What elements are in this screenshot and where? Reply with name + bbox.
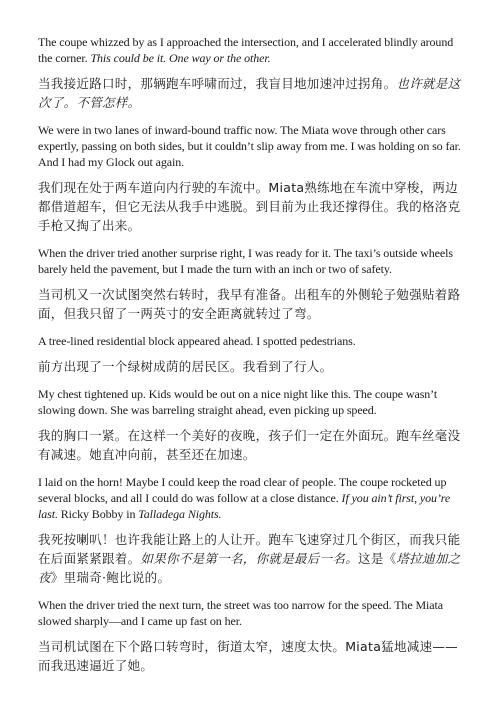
text-segment-italic: If you ain’t first, you’re last. [38,491,451,521]
paragraph-en-5 [38,386,468,418]
paragraph-zh-1 [38,74,468,112]
text-segment: 我死按喇叭！也许我能让路上的人让开。跑车飞速穿过几个街区，而我只能在后面紧紧跟着。 [38,532,461,566]
paragraph-zh-7 [38,637,468,675]
text-segment: A tree-lined residential block appeared ahead. I spotted pedestrians. [38,334,356,348]
text-segment: When the driver tried another surprise right, I was ready for it. The taxi’s outside wheels barely held the pavement, but I made the turn with an inch or two of safety. [38,246,453,276]
text-segment-italic: 也许就是这次了。不管怎样。 [38,76,461,110]
text-segment-italic: This could be it. One way or the other. [90,51,271,65]
text-segment-italic: 如果你不是第一名，你就是最后一名。 [140,551,359,566]
paragraph-zh-5 [38,426,468,464]
text-segment-italic: 塔拉迪加之夜 [38,551,461,585]
text-segment: When the driver tried the next turn, the street was too narrow for the speed. The Miata slowed sharply—and I came up fast on her. [38,598,443,628]
text-segment: 这是《 [358,551,397,566]
paragraph-en-6 [38,474,468,522]
text-segment: My chest tightened up. Kids would be out on a nice night like this. The coupe wasn’t slowing down. She was barreling straight ahead, even picking up speed. [38,387,438,417]
text-segment-italic: Talladega Nights. [138,507,222,521]
paragraph-en-1 [38,34,468,66]
text-segment: 我的胸口一紧。在这样一个美好的夜晚，孩子们一定在外面玩。跑车丝毫没有减速。她直冲向前，甚至还在加速。 [38,428,461,462]
text-segment: Ricky Bobby in [57,507,139,521]
text-segment: 我们现在处于两车道向内行驶的车流中。Miata熟练地在车流中穿梭，两边都借道超车，但它无法从我手中逃脱。到目前为止我还撑得住。我的格洛克手枪又掏了出来。 [38,180,461,233]
paragraph-en-7 [38,597,468,629]
text-segment: We were in two lanes of inward-bound traffic now. The Miata wove through other cars expertly, passing on both sides, but it couldn’t slip away from me. I was holding on so far. And I had my Glock out again. [38,123,461,169]
text-segment: The coupe whizzed by as I approached the intersection, and I accelerated blindly around the corner. [38,35,454,65]
text-segment: 当司机又一次试图突然右转时，我早有准备。出租车的外侧轮子勉强贴着路面，但我只留了一两英寸的安全距离就转过了弯。 [38,287,461,321]
paragraph-en-4 [38,333,468,349]
text-segment: 当我接近路口时，那辆跑车呼啸而过，我盲目地加速冲过拐角。 [38,76,397,91]
paragraph-zh-6 [38,530,468,587]
paragraph-en-3 [38,245,468,277]
text-segment: I laid on the horn! Maybe I could keep the road clear of people. The coupe rocketed up several blocks, and all I could do was follow at a close distance. [38,475,447,505]
paragraph-zh-4 [38,357,468,376]
paragraph-zh-3 [38,285,468,323]
text-segment: 前方出现了一个绿树成荫的居民区。我看到了行人。 [38,359,333,374]
text-segment: 》里瑞奇·鲍比说的。 [50,570,171,585]
paragraph-en-2 [38,122,468,170]
paragraph-zh-2 [38,178,468,235]
text-segment: 当司机试图在下个路口转弯时，街道太窄，速度太快。Miata猛地减速——而我迅速逼近了她。 [38,639,458,673]
